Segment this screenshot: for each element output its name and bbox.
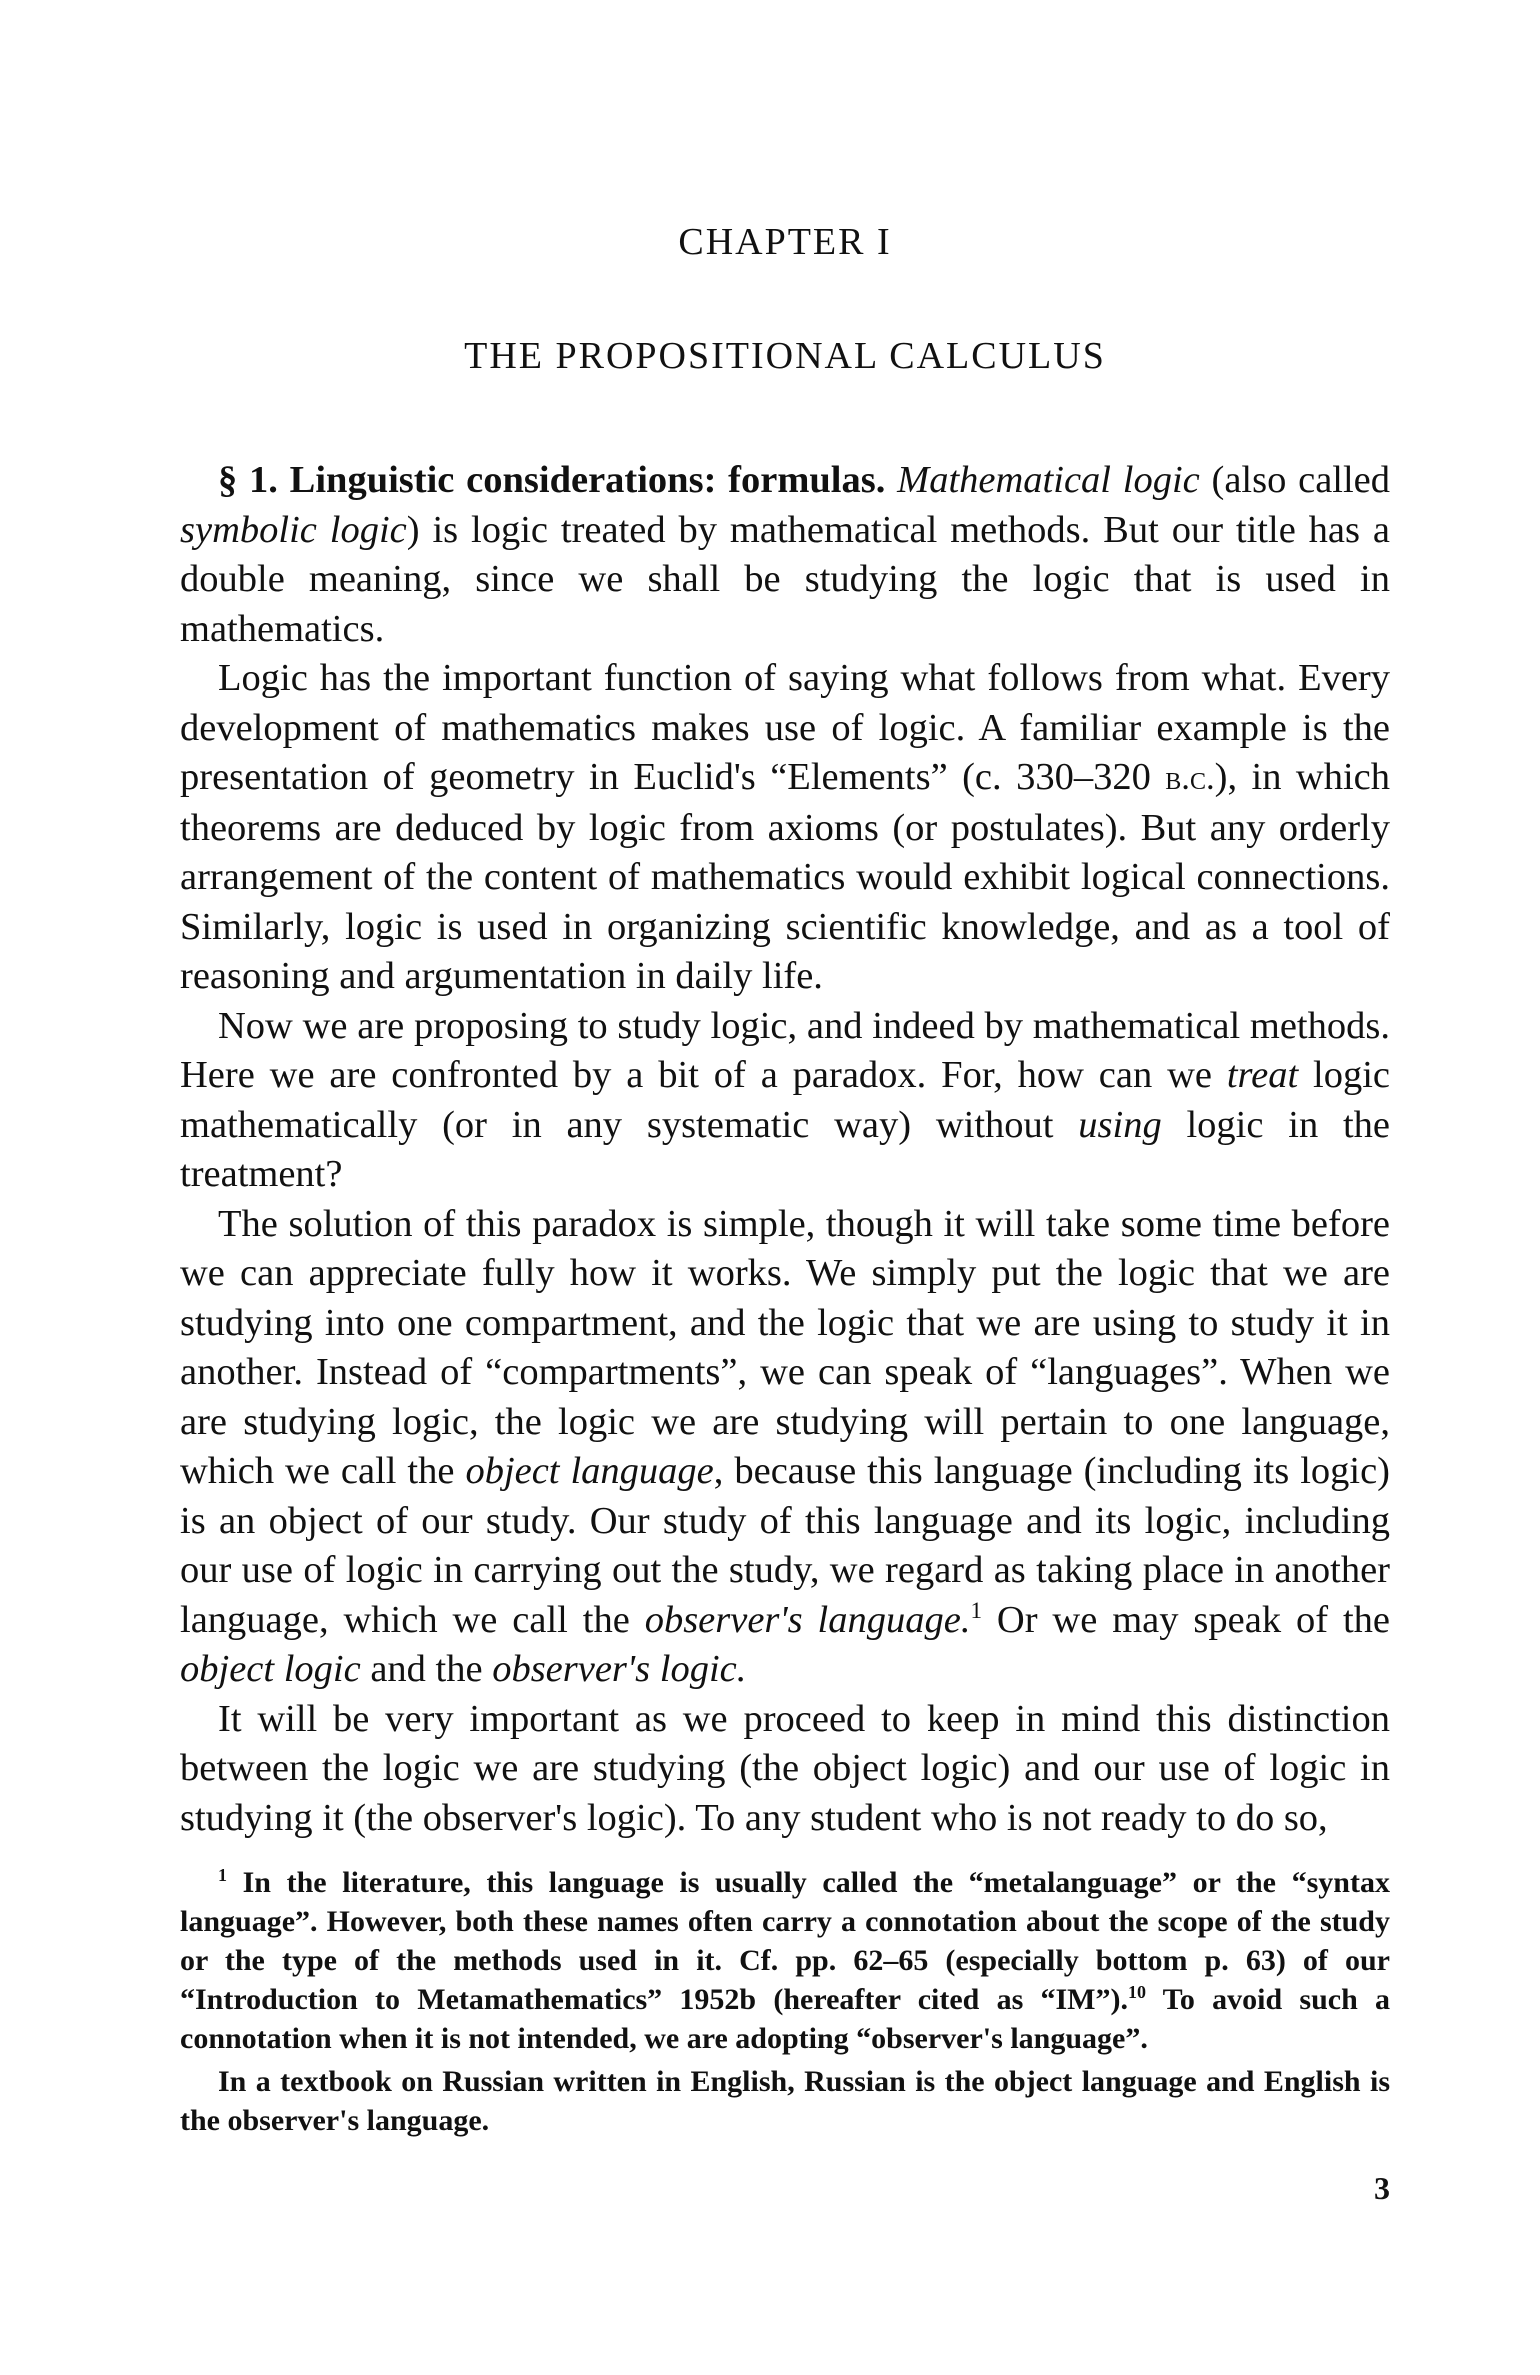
footnote-mark: 1	[218, 1865, 227, 1885]
term-object-language: object language	[465, 1450, 714, 1492]
text-run: , because this language (including its logic) is an object of our study. Our study of this language and its logic, including our use of logic in carrying out the study, we regard as taking place in another language, which we call the	[180, 1450, 1391, 1641]
body-text	[180, 456, 1390, 1843]
text-run: ), in which theorems are deduced by logic from axioms (or postulates). But any orderly arrangement of the content of mathematics would exhibit logical connections. Similarly, logic is used in organizing scientific knowledge, and as a tool of reasoning and argumentation in daily life.	[180, 756, 1390, 997]
text-run: It will be very important as we proceed to keep in mind this distinction between the logic we are studying (the object logic) and our use of logic in studying it (the observer's logic). To any student who is not ready to do so,	[180, 1697, 1390, 1839]
text-run: The solution of this paradox is simple, though it will take some time before we can appreciate fully how it works. We simply put the logic that we are studying into one compartment, and the logic that we are using to study it in another. Instead of “compartments”, we can speak of “languages”. When we are studying logic, the logic we are studying will pertain to one language, which we call the	[180, 1202, 1390, 1492]
text-run: In the literature, this language is usually called the “metalanguage” or the “syntax language”. However, both these names often carry a connotation about the scope of the study or the type of the methods used in it. Cf. pp. 62–65 (especially bottom p. 63) of our “Introduction to Metamathematics” 1952b (hereafter cited as “IM”).	[180, 1866, 1390, 2016]
page-content	[180, 220, 1390, 2140]
reference-mark[interactable]: 10	[1127, 1982, 1146, 2002]
text-run: ) is logic treated by mathematical methods. But our title has a double meaning, since we shall be studying the logic that is used in mathematics.	[180, 508, 1390, 650]
footnote-2: In a textbook on Russian written in English, Russian is the object language and English is the observer's language.	[180, 2065, 1390, 2137]
text-run: logic mathematically (or in any systematic way) without	[180, 1054, 1391, 1146]
text-run: To avoid such a connotation when it is not intended, we are adopting “observer's language”.	[180, 1983, 1391, 2055]
paragraph-3	[180, 1002, 1390, 1200]
section-heading: § 1. Linguistic considerations: formulas.	[218, 459, 886, 501]
footnote-ref-1[interactable]: 1	[970, 1596, 982, 1623]
text-run: (also called	[1199, 459, 1391, 501]
term-observers-language: observer's language.	[644, 1598, 971, 1641]
text-run: Or we may speak of the	[982, 1598, 1390, 1641]
chapter-label: CHAPTER I	[678, 221, 892, 263]
text-run: and the	[360, 1648, 493, 1690]
term-using: using	[1078, 1103, 1162, 1146]
term-object-logic: object logic	[180, 1648, 361, 1690]
paragraph-2	[180, 654, 1390, 1002]
term-mathematical-logic: Mathematical logic	[897, 459, 1200, 501]
term-symbolic-logic: symbolic logic	[180, 508, 407, 551]
text-run: Now we are proposing to study logic, and indeed by mathematical methods. Here we are confronted by a bit of a paradox. For, how can we	[180, 1004, 1390, 1096]
term-treat: treat	[1226, 1054, 1299, 1096]
footnote-1	[180, 1863, 1390, 2058]
paragraph-1	[180, 456, 1390, 654]
chapter-title: THE PROPOSITIONAL CALCULUS	[464, 335, 1106, 377]
paragraph-5	[180, 1695, 1390, 1844]
text-run: Logic has the important function of saying what follows from what. Every development of mathematics makes use of logic. A familiar example is the presentation of geometry in Euclid's “Elements” (c. 330–320	[180, 657, 1390, 798]
footnotes	[180, 1863, 1390, 2140]
abbrev-bc: b.c.	[1165, 759, 1215, 797]
paragraph-4	[180, 1200, 1390, 1695]
text-run: logic in the treatment?	[180, 1103, 1390, 1195]
page-number: 3	[1374, 2170, 1390, 2206]
term-observers-logic: observer's logic.	[492, 1648, 747, 1690]
